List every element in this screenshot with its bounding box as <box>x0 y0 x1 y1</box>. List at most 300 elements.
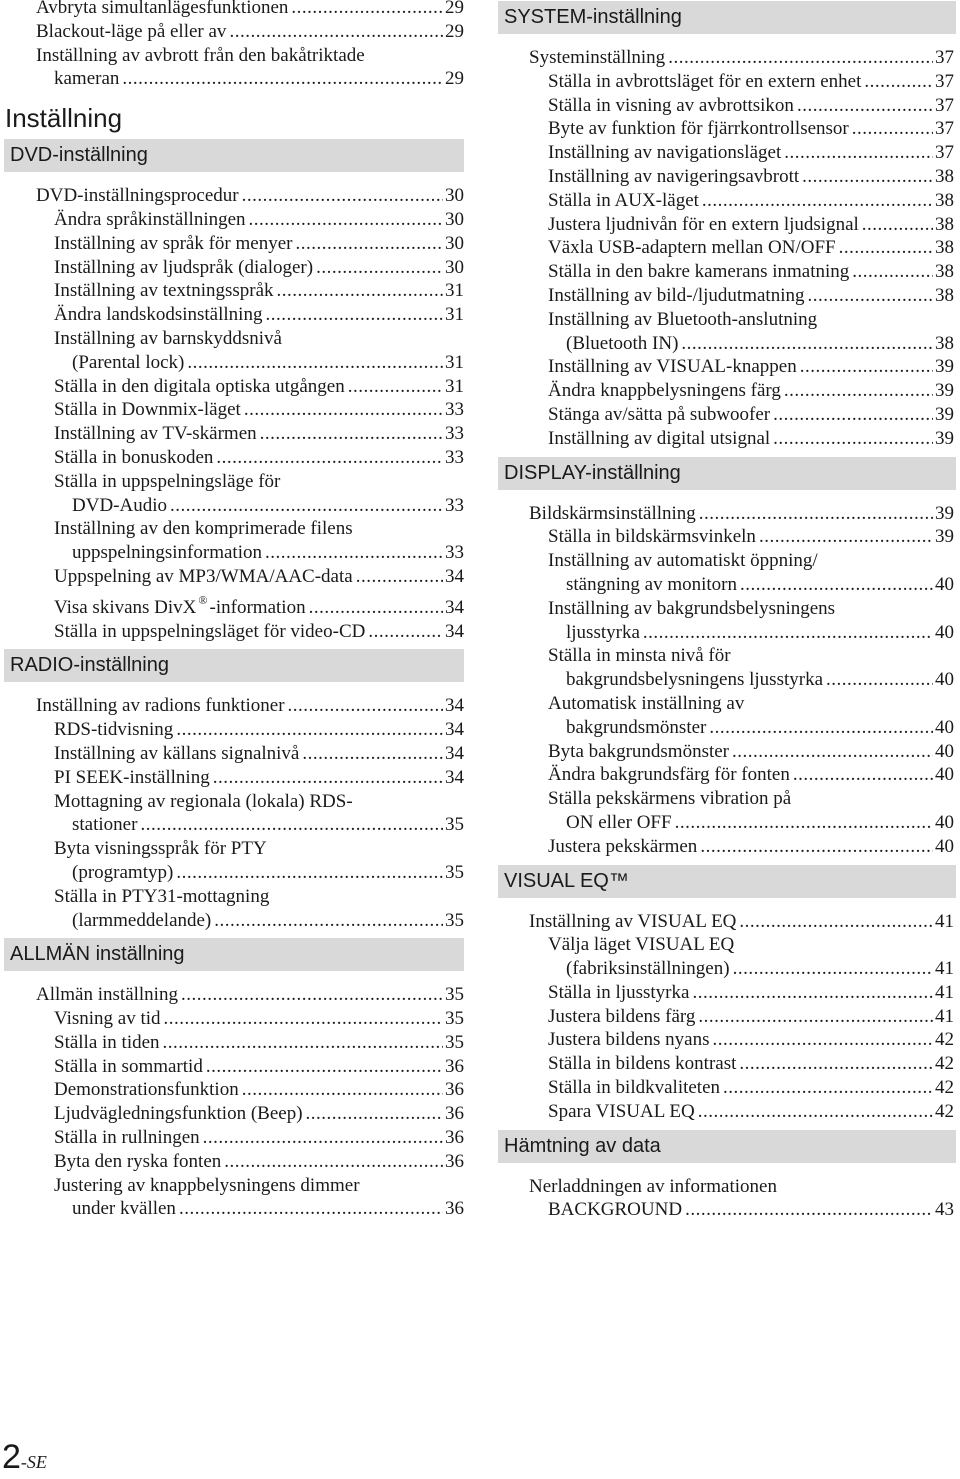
toc-entry-label <box>72 909 211 933</box>
toc-entry <box>4 589 464 620</box>
toc-entry-row <box>54 1078 464 1102</box>
toc-entry-label-line: Inställning av Bluetooth-anslutning <box>548 308 818 330</box>
toc-entry-row <box>529 910 956 934</box>
leader-dots <box>277 279 443 303</box>
toc-entry-label <box>566 957 730 981</box>
toc-entry-page: 40 <box>935 621 954 643</box>
toc-entry <box>4 1055 464 1079</box>
toc-entry-page: 36 <box>445 1150 464 1172</box>
leader-dots <box>181 983 443 1007</box>
page-suffix: -SE <box>20 1452 47 1472</box>
toc-entry-label-text: Inställning av navigationsläget <box>548 142 782 164</box>
toc-entry-label-text: Byta den ryska fonten <box>54 1150 222 1172</box>
toc-entry-label-text: (Bluetooth IN) <box>566 332 679 354</box>
leader-dots <box>187 351 443 375</box>
leader-dots <box>316 256 443 280</box>
toc-entry-label <box>548 141 781 165</box>
toc-entry <box>498 355 956 379</box>
toc-entry <box>498 1076 956 1100</box>
toc-entry-label-line: Ställa in uppspelningsläge för <box>54 470 281 492</box>
toc-entry-label-text: Inställning av digital utsignal <box>548 427 771 449</box>
toc-entry-label <box>36 20 226 44</box>
leader-dots <box>265 303 443 327</box>
toc-entry-label-text: (fabriksinställningen) <box>566 958 730 980</box>
toc-entry-page: 35 <box>445 984 464 1006</box>
toc-entry-continuation <box>548 957 956 981</box>
toc-continuation <box>4 0 464 91</box>
toc-entry-label <box>54 422 257 446</box>
toc-entry <box>4 565 464 589</box>
toc-entry-label <box>54 565 353 589</box>
toc-entry <box>498 403 956 427</box>
toc-entry-label-text: stängning av monitorn <box>566 573 737 595</box>
leader-dots <box>348 375 443 399</box>
toc-entry-label <box>72 541 262 565</box>
toc-entry <box>498 763 956 787</box>
toc-entry <box>4 1007 464 1031</box>
toc-entry-label-text: Ställa in bonuskoden <box>54 446 214 468</box>
toc-entry-label <box>54 303 262 327</box>
toc-entry <box>4 303 464 327</box>
toc-entry-page: 40 <box>935 573 954 595</box>
toc-entry-label-text: Inställning av VISUAL EQ <box>529 910 737 932</box>
toc-entry <box>498 910 956 934</box>
toc-entry-label <box>548 763 790 787</box>
leader-dots <box>288 694 443 718</box>
toc-entry-label <box>566 573 737 597</box>
toc-entry-label-line: Automatisk inställning av <box>548 692 745 714</box>
toc-entry-row <box>54 446 464 470</box>
toc-entry-label <box>529 502 696 526</box>
toc-entry-continuation <box>36 67 464 91</box>
toc-entry-label-text: Justera bildens nyans <box>548 1029 710 1051</box>
toc-entry-page: 36 <box>445 1103 464 1125</box>
leader-dots <box>179 1197 443 1221</box>
toc-entry-page: 36 <box>445 1079 464 1101</box>
toc-entry-row <box>54 1150 464 1174</box>
toc-entry-label-text: bakgrundsmönster <box>566 716 707 738</box>
toc-entry-label-text: Allmän inställning <box>36 984 178 1006</box>
toc-entry-label-text: Ställa in visning av avbrottsikon <box>548 94 794 116</box>
toc-entry-label-text: (programtyp) <box>72 861 174 883</box>
toc-entry <box>4 742 464 766</box>
leader-dots <box>773 427 933 451</box>
leader-dots <box>265 541 443 565</box>
toc-entry-row <box>54 1055 464 1079</box>
toc-entry-label <box>548 165 799 189</box>
toc-entry-page: 36 <box>445 1055 464 1077</box>
toc-entry <box>498 213 956 237</box>
toc-entry-label-text: Inställning av navigeringsavbrott <box>548 165 800 187</box>
toc-entry-label-text: Justera ljudnivån för en extern ljudsignal <box>548 213 859 235</box>
toc-entry-page: 31 <box>445 351 464 373</box>
toc-entry-label-text: Ställa in den digitala optiska utgången <box>54 375 345 397</box>
toc-entry-label <box>54 1078 239 1102</box>
toc-entry-label <box>529 46 665 70</box>
toc-entry-page: 29 <box>445 68 464 90</box>
toc-entry-row <box>548 1198 956 1222</box>
leader-dots <box>291 0 443 20</box>
toc-entry-label-text: Byta bakgrundsmönster <box>548 740 730 762</box>
toc-entry-row <box>548 213 956 237</box>
toc-entry-row <box>54 766 464 790</box>
toc-entry <box>4 279 464 303</box>
toc-entry-row <box>72 909 464 933</box>
leader-dots <box>176 718 443 742</box>
toc-entry <box>498 740 956 764</box>
toc-entry-label <box>54 256 313 280</box>
toc-entry <box>498 835 956 859</box>
toc-entry-label-text: Ställa in AUX-läget <box>548 189 699 211</box>
toc-entry-continuation <box>548 332 956 356</box>
toc-entry-label-text: Ljudvägledningsfunktion (Beep) <box>54 1103 303 1125</box>
toc-entry-label <box>548 70 861 94</box>
toc-entry-page: 39 <box>935 380 954 402</box>
toc-entry-page: 40 <box>935 764 954 786</box>
toc-entry-label-text: Inställning av ljudspråk (dialoger) <box>54 256 314 278</box>
toc-entry-page: 33 <box>445 542 464 564</box>
leader-dots <box>163 1031 443 1055</box>
toc-entry-continuation <box>54 351 464 375</box>
toc-entry-label <box>548 94 794 118</box>
toc-entry <box>498 644 956 692</box>
toc-entry-page: 42 <box>935 1053 954 1075</box>
toc-entry-label <box>54 279 274 303</box>
toc-entry-page: 41 <box>935 1005 954 1027</box>
toc-entry-row <box>566 621 956 645</box>
leader-dots <box>260 422 443 446</box>
toc-entry-row <box>566 573 956 597</box>
toc-entry-label <box>548 1076 720 1100</box>
toc-entry-page: 42 <box>935 1077 954 1099</box>
leader-dots <box>214 909 443 933</box>
toc-entry-page: 37 <box>935 118 954 140</box>
toc-entry-label <box>72 861 173 885</box>
toc-entry-page: 41 <box>935 981 954 1003</box>
toc-entry-label-text: kameran <box>54 68 120 90</box>
leader-dots <box>773 403 933 427</box>
toc-entry-row <box>54 375 464 399</box>
toc-entry-label-line: Ställa in minsta nivå för <box>548 645 731 667</box>
toc-entry-label-text: RDS-tidvisning <box>54 719 174 741</box>
left-sections <box>4 139 464 1221</box>
leader-dots <box>723 1076 933 1100</box>
toc-entry-label-text: Visa skivans DivX <box>54 596 197 618</box>
leader-dots <box>203 1126 443 1150</box>
toc-entry-label-text: Uppspelning av MP3/WMA/AAC-data <box>54 565 353 587</box>
toc-entry-label-text: Inställning av TV-skärmen <box>54 423 257 445</box>
toc-entry-row <box>54 279 464 303</box>
toc-entry-page: 31 <box>445 304 464 326</box>
toc-entry-label <box>36 0 288 20</box>
toc-entry-row <box>548 236 956 260</box>
toc-entry-continuation <box>529 1198 956 1222</box>
toc-entry <box>4 256 464 280</box>
toc-entry-row <box>548 94 956 118</box>
toc-entry-row <box>72 494 464 518</box>
toc-entry <box>498 1052 956 1076</box>
leader-dots <box>368 620 443 644</box>
toc-entry-label-text: Inställning av textningsspråk <box>54 280 274 302</box>
toc-entry-label <box>54 1150 221 1174</box>
toc-entry-label <box>72 494 167 518</box>
toc-entry-label <box>548 740 729 764</box>
toc-entry-continuation <box>54 541 464 565</box>
toc-entry <box>498 308 956 356</box>
toc-entry-label <box>566 332 678 356</box>
toc-entry-continuation <box>54 909 464 933</box>
toc-entry-row <box>529 46 956 70</box>
toc-entry-page: 38 <box>935 237 954 259</box>
toc-entry <box>4 718 464 742</box>
toc-entry-page: 34 <box>445 742 464 764</box>
toc-entry-label-text: uppspelningsinformation <box>72 542 262 564</box>
toc-entry <box>498 70 956 94</box>
toc-entry-row <box>72 541 464 565</box>
section-header: SYSTEM-inställning <box>498 1 956 34</box>
toc-entry-label-text: Växla USB-adaptern mellan ON/OFF <box>548 237 836 259</box>
toc-entry-label-text: (larmmeddelande) <box>72 909 212 931</box>
toc-entry-row <box>548 1052 956 1076</box>
main-heading: Inställning <box>5 103 123 134</box>
toc-entry-label-text: Demonstrationsfunktion <box>54 1079 239 1101</box>
toc-entry-label-line: Inställning av barnskyddsnivå <box>54 327 282 349</box>
section-header: VISUAL EQ™ <box>498 865 956 898</box>
toc-entry-row <box>36 20 464 44</box>
toc-entry-page: 34 <box>445 719 464 741</box>
toc-entry-label-text: Ställa in sommartid <box>54 1055 203 1077</box>
toc-entry-row <box>548 740 956 764</box>
toc-entry-label-text: Stänga av/sätta på subwoofer <box>548 403 771 425</box>
toc-entry-row <box>54 742 464 766</box>
toc-entry-label-line: Inställning av automatiskt öppning/ <box>548 550 818 572</box>
toc-entry-row <box>54 620 464 644</box>
toc-entry-label-text: Ändra landskodsinställning <box>54 304 263 326</box>
toc-entry-label <box>54 398 241 422</box>
toc-entry <box>4 694 464 718</box>
toc-entry-page: 33 <box>445 494 464 516</box>
leader-dots <box>229 20 443 44</box>
toc-entry-continuation <box>548 668 956 692</box>
leader-dots <box>356 565 443 589</box>
leader-dots <box>122 67 443 91</box>
leader-dots <box>164 1007 443 1031</box>
toc-entry-label <box>548 1005 695 1029</box>
toc-entry-label <box>548 355 797 379</box>
toc-entry-label <box>548 117 849 141</box>
toc-entry-row <box>54 589 464 620</box>
toc-entry-label <box>54 375 345 399</box>
leader-dots <box>793 763 933 787</box>
toc-entry-label-text: Ställa in bildskärmsvinkeln <box>548 526 756 548</box>
toc-entry <box>498 549 956 597</box>
toc-entry-label-text: under kvällen <box>72 1198 176 1220</box>
toc-entry <box>498 94 956 118</box>
toc-entry-label-text: Ändra knappbelysningens färg <box>548 380 781 402</box>
leader-dots <box>700 835 933 859</box>
toc-entry-row <box>566 957 956 981</box>
leader-dots <box>242 184 443 208</box>
toc-entry-label-text: PI SEEK-inställning <box>54 766 210 788</box>
page-number: 2 <box>2 1438 21 1476</box>
toc-entry-row <box>548 763 956 787</box>
toc-entry-label <box>529 910 736 934</box>
toc-entry-label-text: Inställning av radions funktioner <box>36 695 285 717</box>
toc-entry-row <box>54 256 464 280</box>
leader-dots <box>800 355 933 379</box>
toc-entry-page: 41 <box>935 958 954 980</box>
toc-entry-page: 40 <box>935 811 954 833</box>
toc-entry-label-text: ON eller OFF <box>566 811 672 833</box>
leader-dots <box>224 1150 443 1174</box>
toc-entry-row <box>54 565 464 589</box>
toc-entry-row <box>566 716 956 740</box>
toc-entry <box>498 1028 956 1052</box>
toc-entry-row <box>548 525 956 549</box>
toc-entry-continuation <box>548 573 956 597</box>
leader-dots <box>739 1052 933 1076</box>
toc-entry-row <box>548 117 956 141</box>
toc-entry <box>498 1175 956 1223</box>
leader-dots <box>176 861 443 885</box>
toc-entry-row <box>54 1007 464 1031</box>
toc-entry-page: 36 <box>445 1127 464 1149</box>
toc-entry-page: 34 <box>445 766 464 788</box>
toc-entry-label-text: Systeminställning <box>529 47 666 68</box>
leader-dots <box>685 1198 933 1222</box>
toc-entry-label-line: Välja läget VISUAL EQ <box>548 934 735 956</box>
toc-entry-row <box>54 208 464 232</box>
leader-dots <box>784 141 933 165</box>
toc-entry-label-line: Inställning av avbrott från den bakåtriktade <box>36 44 365 66</box>
toc-entry <box>4 790 464 838</box>
toc-entry-label-text: Inställning av bild-/ljudutmatning <box>548 284 805 306</box>
leader-dots <box>249 208 443 232</box>
toc-entry-page: 33 <box>445 423 464 445</box>
toc-entry <box>4 232 464 256</box>
section-header: RADIO-inställning <box>4 649 464 682</box>
toc-entry-label <box>54 208 246 232</box>
toc-entry-label <box>72 1197 176 1221</box>
toc-entry-label-text: Inställning av källans signalnivå <box>54 742 300 764</box>
toc-entry-label <box>548 1052 736 1076</box>
toc-entry-page: 36 <box>445 1198 464 1220</box>
toc-entry-label-line: Justering av knappbelysningens dimmer <box>54 1174 360 1196</box>
toc-entry-label-text: Ställa in den bakre kamerans inmatning <box>548 261 850 283</box>
toc-entry-label-text: Blackout-läge på eller av <box>36 20 227 42</box>
toc-entry-row <box>54 718 464 742</box>
toc-entry-label-text: Ställa in tiden <box>54 1031 160 1053</box>
toc-entry-label <box>54 67 119 91</box>
toc-entry-label <box>548 379 781 403</box>
toc-entry-continuation <box>54 813 464 837</box>
toc-entry-page: 37 <box>935 47 954 68</box>
toc-entry-page: 35 <box>445 1008 464 1030</box>
toc-entry-label-text: Ställa in ljusstyrka <box>548 981 690 1003</box>
toc-entry-row <box>54 232 464 256</box>
toc-entry-label-text: stationer <box>72 814 138 836</box>
right-column <box>498 0 956 1222</box>
toc-entry-row <box>72 1197 464 1221</box>
toc-entry <box>498 189 956 213</box>
toc-entry-row <box>72 351 464 375</box>
toc-entry <box>498 260 956 284</box>
toc-entry-row <box>548 141 956 165</box>
leader-dots <box>170 494 443 518</box>
toc-entry <box>498 597 956 645</box>
toc-entry-page: 37 <box>935 94 954 116</box>
toc-entry-label-text: (Parental lock) <box>72 351 185 373</box>
toc-entry <box>498 787 956 835</box>
leader-dots <box>309 596 443 620</box>
toc-entry-page: 35 <box>445 909 464 931</box>
toc-entry-row <box>566 811 956 835</box>
toc-entry-page: 35 <box>445 861 464 883</box>
toc-entry-row <box>566 668 956 692</box>
toc-entry-page: 39 <box>935 356 954 378</box>
toc-entry-label <box>548 213 859 237</box>
leader-dots <box>702 189 933 213</box>
toc-entry-row <box>548 189 956 213</box>
toc-entry-label <box>36 694 285 718</box>
toc-entry-label-text: Byte av funktion för fjärrkontrollsensor <box>548 118 849 140</box>
toc-entry <box>4 1031 464 1055</box>
toc-entry-label-line: Mottagning av regionala (lokala) RDS- <box>54 790 353 812</box>
toc-entry-page: 30 <box>445 185 464 207</box>
toc-entry <box>4 620 464 644</box>
toc-entry-label <box>548 427 770 451</box>
toc-entry-label <box>72 351 184 375</box>
toc-entry <box>498 1100 956 1124</box>
leader-dots <box>675 811 933 835</box>
leader-dots <box>740 573 933 597</box>
toc-entry-label-suffix: -information <box>209 596 306 618</box>
toc-entry-row <box>54 303 464 327</box>
toc-entry-row <box>548 1100 956 1124</box>
toc-entry-label-text: Ändra bakgrundsfärg för fonten <box>548 764 790 786</box>
leader-dots <box>732 740 933 764</box>
toc-entry-label <box>548 981 689 1005</box>
section-header: Hämtning av data <box>498 1130 956 1163</box>
toc-entry-page: 31 <box>445 280 464 302</box>
leader-dots <box>807 284 933 308</box>
leader-dots <box>698 1100 933 1124</box>
toc-entry <box>498 165 956 189</box>
toc-entry-label <box>54 620 365 644</box>
toc-entry-label-text: Ställa in uppspelningsläget för video-CD <box>54 620 366 642</box>
leader-dots <box>692 981 933 1005</box>
leader-dots <box>699 502 933 526</box>
toc-entry-label-line: Byta visningsspråk för PTY <box>54 838 267 860</box>
toc-entry-row <box>548 403 956 427</box>
toc-entry-row <box>548 1005 956 1029</box>
toc-entry-row <box>548 1076 956 1100</box>
toc-entry-continuation <box>54 494 464 518</box>
toc-entry <box>498 284 956 308</box>
left-column <box>4 0 464 1221</box>
toc-entry <box>4 983 464 1007</box>
toc-entry <box>498 502 956 526</box>
toc-entry-label-text: DVD-Audio <box>72 494 167 516</box>
toc-entry-label <box>548 835 697 859</box>
leader-dots <box>739 910 933 934</box>
toc-entry <box>498 933 956 981</box>
toc-entry-row <box>54 1126 464 1150</box>
toc-entry-page: 38 <box>935 284 954 306</box>
toc-entry-row <box>548 260 956 284</box>
toc-entry-label-text: Ställa in bildkvaliteten <box>548 1077 721 1099</box>
toc-entry-page: 37 <box>935 142 954 164</box>
